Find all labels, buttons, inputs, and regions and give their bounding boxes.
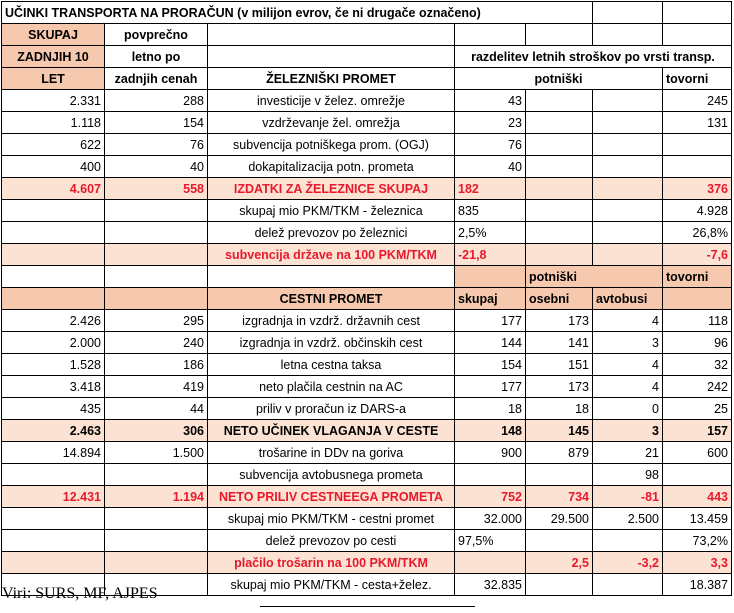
table-row	[2, 90, 732, 112]
cell-freight	[663, 156, 732, 178]
cell-total: 4.607	[2, 178, 105, 200]
empty-cell	[105, 288, 208, 310]
cell-label: dokapitalizacija potn. prometa	[208, 156, 455, 178]
cell-passenger: -21,8	[455, 244, 526, 266]
empty-cell	[2, 244, 105, 266]
empty-cell	[105, 244, 208, 266]
cell-buses: 0	[593, 398, 663, 420]
table-title: UČINKI TRANSPORTA NA PRORAČUN (v milijon evrov, če ni drugače označeno)	[2, 2, 593, 24]
empty-cell	[2, 552, 105, 574]
empty-cell	[663, 2, 732, 24]
cell-total: 1.118	[2, 112, 105, 134]
empty-cell	[526, 200, 593, 222]
cell-freight: 376	[663, 178, 732, 200]
cell-freight	[663, 134, 732, 156]
cell-total: 622	[2, 134, 105, 156]
table-row	[2, 530, 732, 552]
empty-cell	[455, 24, 526, 46]
cell-freight: 242	[663, 376, 732, 398]
table-row	[2, 442, 732, 464]
cell-road-total: 32.835	[455, 574, 526, 596]
transport-budget-table	[1, 1, 732, 596]
cell-label: trošarine in DDv na goriva	[208, 442, 455, 464]
cell-cars: 145	[526, 420, 593, 442]
road-inflow-row	[2, 486, 732, 508]
empty-cell	[2, 288, 105, 310]
header-avg-line2: letno po	[105, 46, 208, 68]
cell-total: 2.331	[2, 90, 105, 112]
cell-total: 2.463	[2, 420, 105, 442]
cell-avg: 288	[105, 90, 208, 112]
cell-buses: 4	[593, 310, 663, 332]
header-row	[2, 288, 732, 310]
cell-freight: -7,6	[663, 244, 732, 266]
cell-cars: 2,5	[526, 552, 593, 574]
header-row	[2, 68, 732, 90]
source-note: Viri: SURS, MF, AJPES	[2, 585, 158, 602]
cell-label: izgradnja in vzdrž. občinskih cest	[208, 332, 455, 354]
cell-road-total: 144	[455, 332, 526, 354]
empty-cell	[105, 508, 208, 530]
cell-passenger: 40	[455, 156, 526, 178]
table-row	[2, 508, 732, 530]
cell-avg: 306	[105, 420, 208, 442]
road-header-total: skupaj	[455, 288, 526, 310]
cell-cars: 173	[526, 310, 593, 332]
cell-label: delež prevozov po železnici	[208, 222, 455, 244]
cell-total: 12.431	[2, 486, 105, 508]
cell-freight: 25	[663, 398, 732, 420]
cell-avg: 76	[105, 134, 208, 156]
cell-cars: 879	[526, 442, 593, 464]
empty-cell	[593, 24, 663, 46]
cell-freight: 96	[663, 332, 732, 354]
empty-cell	[526, 222, 593, 244]
cell-freight: 32	[663, 354, 732, 376]
cell-label: plačilo trošarin na 100 PKM/TKM	[208, 552, 455, 574]
empty-cell	[526, 464, 593, 486]
empty-cell	[2, 530, 105, 552]
cell-road-total: 177	[455, 310, 526, 332]
empty-cell	[526, 90, 593, 112]
cell-road-total: 900	[455, 442, 526, 464]
empty-cell	[593, 112, 663, 134]
empty-cell	[526, 574, 593, 596]
cell-avg: 186	[105, 354, 208, 376]
cell-freight: 131	[663, 112, 732, 134]
empty-cell	[105, 552, 208, 574]
road-excise-100-row	[2, 552, 732, 574]
header-distribution: razdelitev letnih stroškov po vrsti transp.	[455, 46, 732, 68]
cell-road-total: 154	[455, 354, 526, 376]
table-row	[2, 354, 732, 376]
empty-cell	[2, 508, 105, 530]
cell-label: NETO PRILIV CESTNEEGA PROMETA	[208, 486, 455, 508]
cell-avg: 44	[105, 398, 208, 420]
cell-avg: 419	[105, 376, 208, 398]
empty-cell	[208, 24, 455, 46]
cell-road-total: 18	[455, 398, 526, 420]
road-header-cars: osebni	[526, 288, 593, 310]
cell-buses: -81	[593, 486, 663, 508]
cell-freight: 245	[663, 90, 732, 112]
road-header-freight: tovorni	[663, 266, 732, 288]
header-avg-line3: zadnjih cenah	[105, 68, 208, 90]
empty-cell	[593, 156, 663, 178]
cell-label: skupaj mio PKM/TKM - cestni promet	[208, 508, 455, 530]
cell-label: priliv v proračun iz DARS-a	[208, 398, 455, 420]
empty-cell	[526, 244, 593, 266]
cell-label: letna cestna taksa	[208, 354, 455, 376]
empty-cell	[593, 574, 663, 596]
empty-cell	[526, 530, 593, 552]
cell-cars: 141	[526, 332, 593, 354]
cell-label: subvencija države na 100 PKM/TKM	[208, 244, 455, 266]
cell-total: 2.000	[2, 332, 105, 354]
empty-cell	[105, 266, 208, 288]
cell-cars: 151	[526, 354, 593, 376]
cell-buses: 3	[593, 332, 663, 354]
cell-buses: 4	[593, 376, 663, 398]
cell-label: skupaj mio PKM/TKM - cesta+želez.	[208, 574, 455, 596]
empty-cell	[2, 200, 105, 222]
cell-buses: 4	[593, 354, 663, 376]
cell-avg: 40	[105, 156, 208, 178]
cell-label: izgradnja in vzdrž. državnih cest	[208, 310, 455, 332]
empty-cell	[208, 266, 455, 288]
table-row	[2, 134, 732, 156]
cell-total: 400	[2, 156, 105, 178]
header-row	[2, 24, 732, 46]
header-row	[2, 266, 732, 288]
cell-buses: 2.500	[593, 508, 663, 530]
cell-freight: 443	[663, 486, 732, 508]
header-total-line3: LET	[2, 68, 105, 90]
cell-label: investicije v želez. omrežje	[208, 90, 455, 112]
header-row	[2, 46, 732, 68]
cell-buses: -3,2	[593, 552, 663, 574]
empty-cell	[105, 222, 208, 244]
table-row	[2, 156, 732, 178]
rail-total-row	[2, 178, 732, 200]
cell-label: IZDATKI ZA ŽELEZNICE SKUPAJ	[208, 178, 455, 200]
road-header-buses: avtobusi	[593, 288, 663, 310]
cell-freight: 18.387	[663, 574, 732, 596]
table-row	[2, 376, 732, 398]
cell-road-total: 148	[455, 420, 526, 442]
rail-subsidy-row	[2, 244, 732, 266]
cell-passenger: 23	[455, 112, 526, 134]
cell-avg: 240	[105, 332, 208, 354]
empty-cell	[526, 24, 593, 46]
empty-cell	[526, 156, 593, 178]
road-section-heading: CESTNI PROMET	[208, 288, 455, 310]
cell-freight: 118	[663, 310, 732, 332]
cell-passenger: 43	[455, 90, 526, 112]
empty-cell	[455, 464, 526, 486]
table-row	[2, 310, 732, 332]
cell-total: 14.894	[2, 442, 105, 464]
empty-cell	[593, 244, 663, 266]
empty-cell	[455, 266, 526, 288]
cell-cars: 29.500	[526, 508, 593, 530]
empty-cell	[663, 288, 732, 310]
cell-cars: 173	[526, 376, 593, 398]
cell-freight: 157	[663, 420, 732, 442]
empty-cell	[105, 530, 208, 552]
cell-avg: 295	[105, 310, 208, 332]
cell-label: skupaj mio PKM/TKM - železnica	[208, 200, 455, 222]
table-row	[2, 332, 732, 354]
table-row	[2, 222, 732, 244]
empty-cell	[455, 552, 526, 574]
table-row	[2, 112, 732, 134]
header-avg-line1: povprečno	[105, 24, 208, 46]
header-passenger: potniški	[455, 68, 663, 90]
empty-cell	[593, 178, 663, 200]
empty-cell	[2, 222, 105, 244]
cell-road-total: 32.000	[455, 508, 526, 530]
table-row	[2, 464, 732, 486]
cell-avg: 1.500	[105, 442, 208, 464]
cell-cars: 18	[526, 398, 593, 420]
empty-cell	[593, 134, 663, 156]
empty-cell	[526, 134, 593, 156]
empty-cell	[526, 112, 593, 134]
cell-avg: 154	[105, 112, 208, 134]
cell-total: 2.426	[2, 310, 105, 332]
transport-budget-table-wrapper	[1, 1, 732, 596]
cell-freight: 600	[663, 442, 732, 464]
cell-freight: 13.459	[663, 508, 732, 530]
header-total-line2: ZADNJIH 10	[2, 46, 105, 68]
cell-buses: 21	[593, 442, 663, 464]
empty-cell	[593, 2, 663, 24]
cell-label: NETO UČINEK VLAGANJA V CESTE	[208, 420, 455, 442]
road-net-row	[2, 420, 732, 442]
table-row	[2, 200, 732, 222]
cell-avg: 558	[105, 178, 208, 200]
title-row	[2, 2, 732, 24]
empty-cell	[105, 200, 208, 222]
road-header-passenger: potniški	[526, 266, 663, 288]
cell-road-total: 752	[455, 486, 526, 508]
cell-label: delež prevozov po cesti	[208, 530, 455, 552]
cell-buses: 3	[593, 420, 663, 442]
cell-cars: 734	[526, 486, 593, 508]
empty-cell	[105, 464, 208, 486]
empty-cell	[663, 464, 732, 486]
cell-road-total: 177	[455, 376, 526, 398]
cell-freight: 3,3	[663, 552, 732, 574]
empty-cell	[208, 46, 455, 68]
empty-cell	[2, 266, 105, 288]
cell-total: 3.418	[2, 376, 105, 398]
cell-avg: 1.194	[105, 486, 208, 508]
rail-section-heading: ŽELEZNIŠKI PROMET	[208, 68, 455, 90]
cell-freight: 73,2%	[663, 530, 732, 552]
cell-road-total: 97,5%	[455, 530, 526, 552]
empty-cell	[526, 178, 593, 200]
cell-freight: 4.928	[663, 200, 732, 222]
cell-freight: 26,8%	[663, 222, 732, 244]
cell-label: subvencija avtobusnega prometa	[208, 464, 455, 486]
header-freight: tovorni	[663, 68, 732, 90]
cell-total: 1.528	[2, 354, 105, 376]
cell-passenger: 2,5%	[455, 222, 526, 244]
cell-label: neto plačila cestnin na AC	[208, 376, 455, 398]
empty-cell	[663, 24, 732, 46]
cell-total: 435	[2, 398, 105, 420]
empty-cell	[2, 464, 105, 486]
table-row	[2, 398, 732, 420]
cell-buses: 98	[593, 464, 663, 486]
empty-cell	[593, 90, 663, 112]
cell-passenger: 835	[455, 200, 526, 222]
cell-passenger: 76	[455, 134, 526, 156]
empty-cell	[593, 200, 663, 222]
header-total-line1: SKUPAJ	[2, 24, 105, 46]
cell-label: vzdrževanje žel. omrežja	[208, 112, 455, 134]
cell-label: subvencija potniškega prom. (OGJ)	[208, 134, 455, 156]
cell-passenger: 182	[455, 178, 526, 200]
footnote-rule	[260, 606, 475, 607]
empty-cell	[593, 222, 663, 244]
empty-cell	[593, 530, 663, 552]
